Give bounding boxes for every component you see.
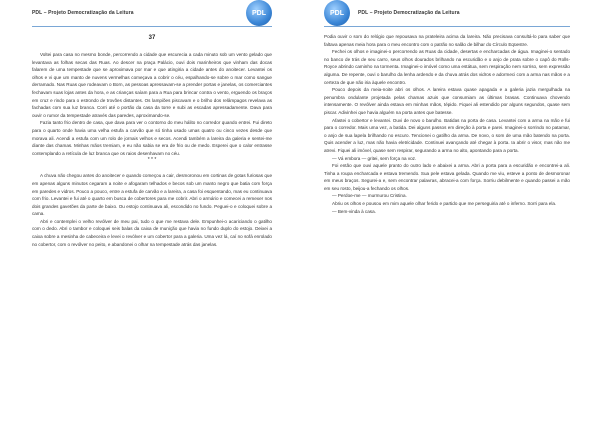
paragraph: Abriu os olhos e pousou em mim aquele olhar ferido e partido que me perseguiria até o inferno. Sorri para ela. — [332, 201, 557, 207]
dialogue-line: — Perdoe-me — murmurou Cristina. — [332, 193, 407, 199]
left-page-header — [32, 0, 272, 27]
paragraph: Foi então que ouvi aquele pranto do outro lado e abaixei a arma. Abri a porta para a escuridão e encontrei-a ali. Tinha a roupa encharcada e estava tremendo. Sua pele estava gelada. Quando me viu, esteve a ponto de desmoronar em meus braços. Segurei-a e, sem encontrar palavras, abracei-a com força. Sorriu debilmente e quando passei a mão em seu rosto, beijou-a fechando os olhos. — [324, 163, 570, 191]
left-header-title: PDL – Projeto Democratização da Leitura — [32, 10, 134, 16]
paragraph: Fechei os olhos e imaginei-o percorrendo as Ruas da cidade, desertas e encharcadas de água. Imaginei-o sentado no banco de trás de seu carro, seus olhos dourados brilhando na escuridão e o anjo de prata sobre o capô do Rolls-Royce abrindo caminho na tormenta. Imaginei-o imóvel como uma estátua, sem respiração nem sorriso, sem expressão alguma. De repente, ouvi o barulho da lenha ardendo e da chuva atrás dos vidros e adormeci com a arma nas mãos e a certeza de que não iria àquele encontro. — [324, 49, 570, 85]
paragraph: Afastei o cobertor e levantei. Ouvi de novo o barulho. Batidas na porta de casa. Levantei com a arma na mão e fui para o corredor. Mais uma vez, a batida. Dei alguns passos em direção à porta e parei. Imaginei-o sorrindo no patamar, o anjo de sua lapela brilhando no escuro. Tencionei o gatilho da arma. De novo, o som de uma mão batendo na porta. Quis acender a luz, mas não havia eletricidade. Continuei avançando até chegar à porta. Ia abrir o visor, mas não me atrevi. Fiquei ali imóvel, quase sem respirar, segurando a arma no alto, apontando para a porta. — [324, 117, 570, 153]
dialogue-line: — Bem-vinda à casa. — [332, 208, 376, 214]
paragraph: A chuva não chegou antes do anoitecer e quando começou a cair, desmoronou em cortinas de gotas furiosas que em apenas alguns minutos cegaram a noite e afogaram telhados e becos sob um manto negro que batia com força em paredes e vidros. Pouco a pouco, entre a estufa de carvão e a lareira, a casa foi esquentando, mas eu continuava com frio. Levantei e fui até o quarto em busca de cobertores para me cobrir. Abri o armário e comecei a remexer nos dois grandes gavetões da parte de baixo. Ou estojo continuava ali, escondido no fundo. Peguei-o e coloquei sobre a cama. — [32, 173, 272, 217]
page-number: 37 — [148, 35, 156, 41]
dialogue-line: — Vá embora — gritei, sem força na voz. — [332, 155, 417, 161]
pdl-logo-icon: PDL — [324, 0, 350, 26]
paragraph: Voltei para casa no mesmo bonde, percorrendo a cidade que escurecia a cada minuto sob um vento gelado que levantava as folhas secas das Ruas. Ao descer na praça Palácio, ouvi dois marinheiros que vinham das docas falarem de uma tempestade que se aproximava por mar e que atingiria a cidade antes do anoitecer. Levantei os olhos e vi que um manto de nuvens vermelhas começava a cobrir o céu, espalhando-se sobre o mar como sangue derramado. Nas Ruas que rodeavam o Born, as pessoas apressavam-se a prender portas e janelas, os comerciantes fechavam suas lojas antes da hora, e as crianças saíam para a Rua para brincar contra o vento, erguendo os braços em cruz e rindo para o estrondo de trovões distantes. Os lampiões piscavam e o brilho dos relâmpagos revelava as fachadas com sua luz branca. Corri até o portão da casa da torre e subi as escadas apressadamente. Dava para ouvir o rumor da tempestade através das paredes, aproximando-se. — [32, 52, 272, 118]
right-page-header — [324, 0, 570, 27]
spacer — [32, 164, 272, 172]
paragraph: Pouco depois da meia-noite abri os olhos. A lareira estava quase apagada e a galeria jazia mergulhada na penumbra ondulante projetada pelas chamas azuis que consumiam as últimas brasas. Continuava chovendo intensamente. O revólver ainda estava em minhas mãos, tépido. Fiquei ali estendido por alguns segundos, quase sem piscar. Adivinhei que havia alguém na porta antes que batesse. — [324, 87, 570, 115]
paragraph: Abri e contemplei o velho revólver de meu pai, tudo o que me restava dele. Empunhei-o acariciando o gatilho com o dedo. Abri o tambor e coloquei seis balas da caixa de munição que havia no fundo duplo do estojo. Deixei a caixa sobre a mesinha de cabeceira e levei o revólver e um cobertor para a galeria. Uma vez lá, caí no sofá enrolado no cobertor, com o revólver no peito, e abandonei o olhar na tempestade atrás das janelas. — [32, 218, 272, 247]
paragraph: Podia ouvir o som do relógio que repousava na prateleira acima da lareira. Não precisava consultá-lo para saber que faltava apenas meia hora para o meu encontro com o patrão no salão de bilhar do Círculo Eqüestre. — [324, 34, 570, 47]
right-page — [300, 0, 600, 424]
right-header-title: PDL – Projeto Democratização da Leitura — [358, 10, 460, 16]
pdl-logo-icon: PDL — [246, 0, 272, 26]
paragraph: Fazia tanto frio dentro de casa, que dava para ver o contorno do meu hálito no corredor quando entrei. Fui direto para o quarto onde havia uma velha estufa a carvão que só tinha usado umas quatro ou cinco vezes desde que morava ali. Acendi a estufa com um rolo de jornais velhos e secos. Acendi também a lareira da galeria e sentei-me diante das chamas. Minhas mãos tremiam, e eu não sabia se era de frio ou de medo. Esperei que o calor entrasse contemplando a retícula de luz branca que os raios desenhavam no céu. — [32, 120, 272, 156]
section-separator: * * * — [147, 157, 157, 164]
